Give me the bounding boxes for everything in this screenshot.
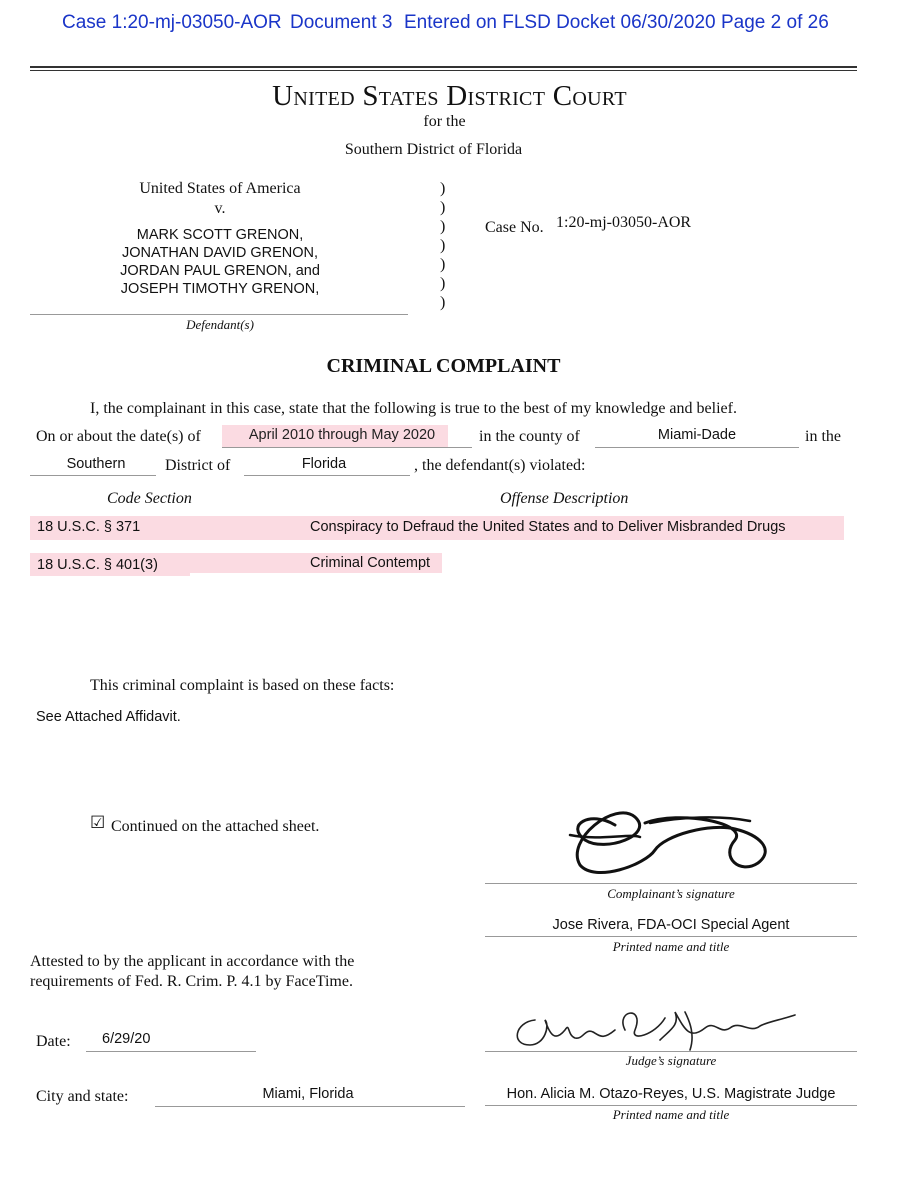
- county-prefix: in the county of: [479, 428, 580, 445]
- date-label: Date:: [36, 1033, 71, 1050]
- complainant-name-line: [485, 936, 857, 937]
- state-value: Florida: [301, 456, 347, 472]
- state-underline: [244, 475, 410, 476]
- code-section-header: Code Section: [107, 490, 192, 507]
- continued-text: Continued on the attached sheet.: [111, 818, 320, 835]
- top-rule: [30, 66, 857, 68]
- paren-1: ): [440, 180, 446, 197]
- header-case-ref: Case 1:20-mj-03050-AOR: [62, 12, 282, 33]
- paren-7: ): [440, 294, 446, 311]
- case-no-value: 1:20-mj-03050-AOR: [556, 214, 692, 231]
- offense-description: Conspiracy to Defraud the United States and to Deliver Misbranded Drugs: [310, 519, 786, 535]
- facts-label: This criminal complaint is based on these facts:: [90, 677, 395, 694]
- paren-5: ): [440, 256, 446, 273]
- violated-text: , the defendant(s) violated:: [414, 457, 586, 474]
- court-for: for the: [423, 113, 466, 130]
- facts-value: See Attached Affidavit.: [36, 709, 181, 725]
- date-value: April 2010 through May 2020: [248, 427, 436, 443]
- county-suffix: in the: [805, 428, 841, 445]
- date-prefix: On or about the date(s) of: [36, 428, 201, 445]
- date-sign-underline: [86, 1051, 256, 1052]
- city-underline: [155, 1106, 465, 1107]
- header-document: Document 3: [290, 12, 393, 33]
- district-underline: [30, 475, 156, 476]
- county-underline: [595, 447, 799, 448]
- case-no-label: Case No.: [485, 219, 544, 236]
- complainant-printed-label: Printed name and title: [612, 939, 730, 954]
- judge-name-line: [485, 1105, 857, 1106]
- city-value: Miami, Florida: [262, 1086, 354, 1102]
- date-underline: [222, 447, 472, 448]
- offense-description-header: Offense Description: [500, 490, 629, 507]
- offense-code: 18 U.S.C. § 401(3): [37, 557, 158, 573]
- defendant-1: MARK SCOTT GRENON,: [136, 227, 304, 243]
- plaintiff: United States of America: [139, 180, 301, 197]
- paren-3: ): [440, 218, 446, 235]
- city-label: City and state:: [36, 1088, 129, 1105]
- complaint-title: CRIMINAL COMPLAINT: [326, 355, 561, 377]
- judge-signature-line: [485, 1051, 857, 1052]
- defendant-3: JORDAN PAUL GRENON, and: [120, 263, 320, 279]
- offense-code: 18 U.S.C. § 371: [37, 519, 141, 535]
- judge-signature-label: Judge’s signature: [625, 1053, 717, 1068]
- paren-4: ): [440, 237, 446, 254]
- district-value: Southern: [66, 456, 126, 472]
- district-label: District of: [165, 457, 231, 474]
- attested-line-2: requirements of Fed. R. Crim. P. 4.1 by FaceTime.: [30, 973, 353, 990]
- top-rule-2: [30, 70, 857, 71]
- attested-line-1: Attested to by the applicant in accordance with the: [30, 953, 355, 970]
- defendants-label: Defendant(s): [186, 317, 254, 332]
- defendant-2: JONATHAN DAVID GRENON,: [121, 245, 319, 261]
- judge-name: Hon. Alicia M. Otazo-Reyes, U.S. Magistrate Judge: [506, 1086, 836, 1102]
- header-entered: Entered on FLSD Docket 06/30/2020: [404, 12, 716, 33]
- offense-description: Criminal Contempt: [310, 555, 431, 571]
- complainant-signature-label: Complainant’s signature: [607, 886, 735, 901]
- versus: v.: [214, 200, 226, 217]
- complaint-intro: I, the complainant in this case, state that the following is true to the best of my knowledge and belief.: [90, 400, 737, 417]
- paren-2: ): [440, 199, 446, 216]
- complainant-signature-line: [485, 883, 857, 884]
- county-value: Miami-Dade: [657, 427, 737, 443]
- checkbox-checked-icon[interactable]: ☑: [90, 813, 106, 832]
- court-title: United States District Court: [272, 80, 627, 112]
- header-page: Page 2 of 26: [721, 12, 829, 33]
- court-district: Southern District of Florida: [344, 141, 523, 158]
- paren-6: ): [440, 275, 446, 292]
- complainant-signature: [560, 795, 790, 885]
- complainant-name: Jose Rivera, FDA-OCI Special Agent: [552, 917, 790, 933]
- defendants-line: [30, 314, 408, 315]
- date-sign-value: 6/29/20: [102, 1031, 151, 1047]
- judge-printed-label: Printed name and title: [612, 1107, 730, 1122]
- defendant-4: JOSEPH TIMOTHY GRENON,: [120, 281, 320, 297]
